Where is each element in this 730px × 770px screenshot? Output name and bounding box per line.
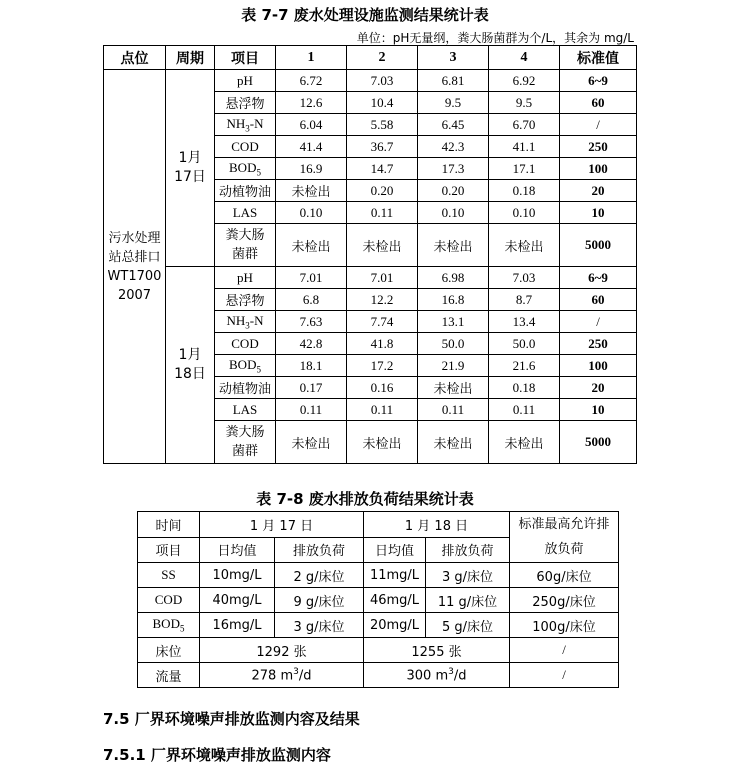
subheader-cell: 排放负荷 <box>426 537 510 563</box>
period-cell: 1月18日 <box>166 267 215 464</box>
standard-cell: 60 <box>560 92 637 114</box>
value-cell: 13.4 <box>489 311 560 333</box>
table-row <box>104 267 637 289</box>
table-row <box>138 663 619 688</box>
value-cell: 300 $m^3/d$ <box>364 663 510 688</box>
value-cell: 未检出 <box>276 224 347 267</box>
standard-cell: 100 <box>560 355 637 377</box>
value-cell: 40mg/L <box>200 588 275 613</box>
value-cell: 未检出 <box>418 224 489 267</box>
item-cell: pH <box>215 267 276 289</box>
value-cell: 0.11 <box>276 399 347 421</box>
value-cell: 278 $m^3/d$ <box>200 663 364 688</box>
value-cell: 9 g/床位 <box>275 588 364 613</box>
value-cell: 9.5 <box>418 92 489 114</box>
item-cell: $BOD_5$ <box>138 613 200 638</box>
value-cell: 12.6 <box>276 92 347 114</box>
value-cell: 6.70 <box>489 114 560 136</box>
value-cell: 6.8 <box>276 289 347 311</box>
header-cell: 2 <box>347 46 418 70</box>
value-cell: 未检出 <box>489 224 560 267</box>
value-cell: 0.10 <box>489 202 560 224</box>
value-cell: 42.8 <box>276 333 347 355</box>
period-cell: 1月17日 <box>166 70 215 267</box>
value-cell: 6.45 <box>418 114 489 136</box>
item-cell: 动植物油 <box>215 180 276 202</box>
value-cell: 7.01 <box>276 267 347 289</box>
value-cell: 0.17 <box>276 377 347 399</box>
item-cell: LAS <box>215 202 276 224</box>
item-cell: 悬浮物 <box>215 92 276 114</box>
item-cell: 粪大肠菌群 <box>215 421 276 464</box>
value-cell: 7.63 <box>276 311 347 333</box>
value-cell: 7.03 <box>347 70 418 92</box>
value-cell: 8.7 <box>489 289 560 311</box>
value-cell: 未检出 <box>418 421 489 464</box>
date1-cell: 1 月 17 日 <box>200 512 364 538</box>
table1-caption: 表 7-7 废水处理设施监测结果统计表 <box>241 6 489 24</box>
discharge-load-table <box>137 511 619 688</box>
value-cell: 0.16 <box>347 377 418 399</box>
value-cell: 未检出 <box>418 377 489 399</box>
value-cell: 0.11 <box>347 399 418 421</box>
value-cell: 1292 张 <box>200 638 364 663</box>
standard-cell: / <box>510 663 619 688</box>
value-cell: 6.98 <box>418 267 489 289</box>
item-cell: pH <box>215 70 276 92</box>
table-row <box>138 512 619 538</box>
table-row <box>138 563 619 588</box>
value-cell: 46mg/L <box>364 588 426 613</box>
standard-cell: 5000 <box>560 224 637 267</box>
standard-cell: 10 <box>560 202 637 224</box>
value-cell: 12.2 <box>347 289 418 311</box>
monitoring-results-table <box>103 45 637 464</box>
header-cell: 项目 <box>215 46 276 70</box>
value-cell: 18.1 <box>276 355 347 377</box>
value-cell: 0.11 <box>489 399 560 421</box>
standard-cell: 20 <box>560 377 637 399</box>
value-cell: 16.9 <box>276 158 347 180</box>
standard-cell: 6~9 <box>560 70 637 92</box>
item-cell: $BOD_5$ <box>215 158 276 180</box>
value-cell: 17.1 <box>489 158 560 180</box>
item-cell: SS <box>138 563 200 588</box>
item-cell: COD <box>215 136 276 158</box>
table1-unit-note: 单位：pH无量纲，粪大肠菌群为个/L，其余为 mg/L <box>356 31 634 45</box>
standard-cell: / <box>560 114 637 136</box>
item-cell: 流量 <box>138 663 200 688</box>
value-cell: 0.18 <box>489 180 560 202</box>
value-cell: 未检出 <box>347 421 418 464</box>
subheader-cell: 排放负荷 <box>275 537 364 563</box>
table-row <box>138 613 619 638</box>
item-cell: 动植物油 <box>215 377 276 399</box>
site-cell: 污水处理站总排口WT17002007 <box>104 70 166 464</box>
standard-cell: 60 <box>560 289 637 311</box>
standard-cell: / <box>510 638 619 663</box>
value-cell: 0.20 <box>418 180 489 202</box>
item-cell: 床位 <box>138 638 200 663</box>
standard-cell: 10 <box>560 399 637 421</box>
time-label-cell: 时间 <box>138 512 200 538</box>
standard-cell: 5000 <box>560 421 637 464</box>
value-cell: 11 g/床位 <box>426 588 510 613</box>
standard-cell: 6~9 <box>560 267 637 289</box>
value-cell: 250g/床位 <box>510 588 619 613</box>
value-cell: 5.58 <box>347 114 418 136</box>
header-cell: 4 <box>489 46 560 70</box>
table-header-row <box>104 46 637 70</box>
item-cell: 粪大肠菌群 <box>215 224 276 267</box>
value-cell: 17.2 <box>347 355 418 377</box>
subsection-title: 7.5.1 厂界环境噪声排放监测内容 <box>103 746 331 764</box>
value-cell: 未检出 <box>276 421 347 464</box>
value-cell: 41.1 <box>489 136 560 158</box>
standard-label-cell: 标准最高允许排放负荷 <box>510 512 619 563</box>
value-cell: 100g/床位 <box>510 613 619 638</box>
value-cell: 0.18 <box>489 377 560 399</box>
value-cell: 11mg/L <box>364 563 426 588</box>
value-cell: 7.03 <box>489 267 560 289</box>
table2-caption: 表 7-8 废水排放负荷结果统计表 <box>256 490 474 508</box>
header-cell: 点位 <box>104 46 166 70</box>
value-cell: 1255 张 <box>364 638 510 663</box>
value-cell: 0.11 <box>347 202 418 224</box>
item-cell: $NH_3-N$ <box>215 114 276 136</box>
value-cell: 14.7 <box>347 158 418 180</box>
value-cell: 0.20 <box>347 180 418 202</box>
value-cell: 6.72 <box>276 70 347 92</box>
value-cell: 21.6 <box>489 355 560 377</box>
header-cell: 3 <box>418 46 489 70</box>
value-cell: 9.5 <box>489 92 560 114</box>
value-cell: 42.3 <box>418 136 489 158</box>
item-cell: COD <box>215 333 276 355</box>
value-cell: 13.1 <box>418 311 489 333</box>
value-cell: 6.04 <box>276 114 347 136</box>
value-cell: 未检出 <box>489 421 560 464</box>
value-cell: 未检出 <box>347 224 418 267</box>
value-cell: 3 g/床位 <box>426 563 510 588</box>
header-cell: 周期 <box>166 46 215 70</box>
value-cell: 10.4 <box>347 92 418 114</box>
value-cell: 60g/床位 <box>510 563 619 588</box>
value-cell: 3 g/床位 <box>275 613 364 638</box>
subheader-cell: 日均值 <box>364 537 426 563</box>
value-cell: 2 g/床位 <box>275 563 364 588</box>
value-cell: 未检出 <box>276 180 347 202</box>
standard-cell: 100 <box>560 158 637 180</box>
value-cell: 7.01 <box>347 267 418 289</box>
value-cell: 0.11 <box>418 399 489 421</box>
section-title: 7.5 厂界环境噪声排放监测内容及结果 <box>103 710 360 728</box>
value-cell: 17.3 <box>418 158 489 180</box>
table-row <box>104 70 637 92</box>
value-cell: 7.74 <box>347 311 418 333</box>
value-cell: 50.0 <box>489 333 560 355</box>
standard-cell: 250 <box>560 333 637 355</box>
table-row <box>138 638 619 663</box>
header-cell: 标准值 <box>560 46 637 70</box>
header-cell: 1 <box>276 46 347 70</box>
value-cell: 10mg/L <box>200 563 275 588</box>
value-cell: 41.4 <box>276 136 347 158</box>
value-cell: 50.0 <box>418 333 489 355</box>
value-cell: 5 g/床位 <box>426 613 510 638</box>
table-row <box>138 588 619 613</box>
value-cell: 21.9 <box>418 355 489 377</box>
value-cell: 0.10 <box>418 202 489 224</box>
value-cell: 6.92 <box>489 70 560 92</box>
value-cell: 41.8 <box>347 333 418 355</box>
standard-cell: 250 <box>560 136 637 158</box>
standard-cell: 20 <box>560 180 637 202</box>
value-cell: 20mg/L <box>364 613 426 638</box>
item-cell: 悬浮物 <box>215 289 276 311</box>
subheader-cell: 日均值 <box>200 537 275 563</box>
item-cell: LAS <box>215 399 276 421</box>
value-cell: 16.8 <box>418 289 489 311</box>
item-cell: COD <box>138 588 200 613</box>
item-label-cell: 项目 <box>138 537 200 563</box>
value-cell: 16mg/L <box>200 613 275 638</box>
value-cell: 36.7 <box>347 136 418 158</box>
value-cell: 0.10 <box>276 202 347 224</box>
standard-cell: / <box>560 311 637 333</box>
item-cell: $NH_3-N$ <box>215 311 276 333</box>
date2-cell: 1 月 18 日 <box>364 512 510 538</box>
value-cell: 6.81 <box>418 70 489 92</box>
item-cell: $BOD_5$ <box>215 355 276 377</box>
